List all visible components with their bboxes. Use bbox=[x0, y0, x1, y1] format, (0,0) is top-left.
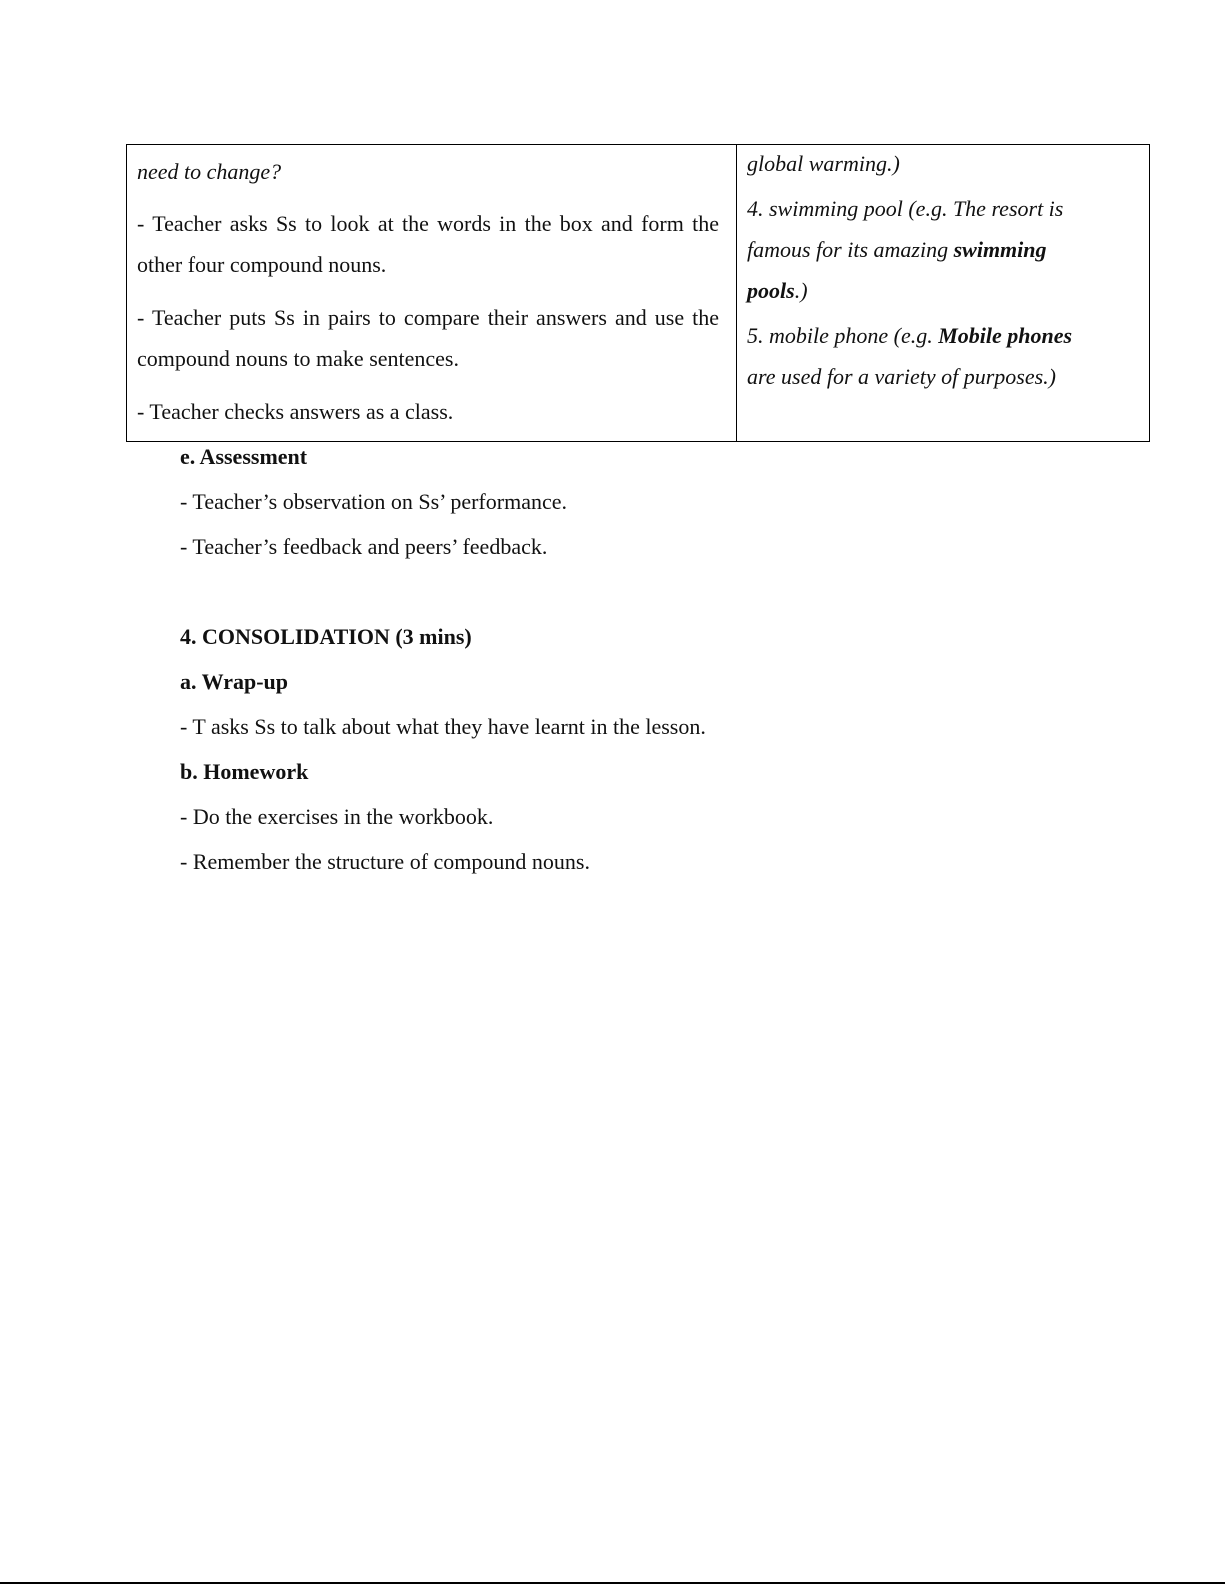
answer-4-line2 bbox=[747, 229, 1047, 270]
answer-5-line2: are used for a variety of purposes.) bbox=[747, 364, 1056, 389]
answer-4-text: famous for its amazing bbox=[747, 237, 954, 262]
answer-4-bold-word: swimming bbox=[953, 237, 1047, 262]
page-bottom-rule bbox=[0, 1582, 1225, 1584]
assessment-item-2: - Teacher’s feedback and peers’ feedback. bbox=[180, 534, 548, 559]
answer-key-cell bbox=[737, 145, 1149, 441]
answer-5-bold: Mobile phones bbox=[938, 323, 1073, 348]
step-form-compound-nouns: - Teacher asks Ss to look at the words in the box and form the other four compound nouns. bbox=[137, 211, 719, 277]
step-check-answers: - Teacher checks answers as a class. bbox=[137, 399, 454, 424]
answer-4-bold-word-2: pools bbox=[747, 278, 795, 303]
answer-4-close: .) bbox=[794, 278, 808, 303]
consolidation-heading: 4. CONSOLIDATION (3 mins) bbox=[180, 624, 472, 649]
wrapup-heading: a. Wrap-up bbox=[180, 669, 289, 694]
answer-4-line3 bbox=[747, 270, 808, 311]
activity-table bbox=[126, 144, 1150, 442]
continued-question: need to change? bbox=[137, 159, 282, 184]
homework-item-1: - Do the exercises in the workbook. bbox=[180, 804, 494, 829]
homework-item-2: - Remember the structure of compound nouns. bbox=[180, 849, 590, 874]
assessment-heading: e. Assessment bbox=[180, 444, 308, 469]
answer-5-text: 5. mobile phone (e.g. bbox=[747, 323, 939, 348]
step-pair-compare: - Teacher puts Ss in pairs to compare their answers and use the compound nouns to make sentences. bbox=[137, 305, 719, 371]
wrapup-item: - T asks Ss to talk about what they have learnt in the lesson. bbox=[180, 714, 706, 739]
answer-4-line1: 4. swimming pool (e.g. The resort is bbox=[747, 196, 1064, 221]
answer-5-line1 bbox=[747, 315, 1072, 356]
continued-answer: global warming.) bbox=[747, 151, 900, 176]
teacher-activities-cell bbox=[127, 145, 737, 441]
homework-heading: b. Homework bbox=[180, 759, 309, 784]
assessment-item-1: - Teacher’s observation on Ss’ performance. bbox=[180, 489, 567, 514]
